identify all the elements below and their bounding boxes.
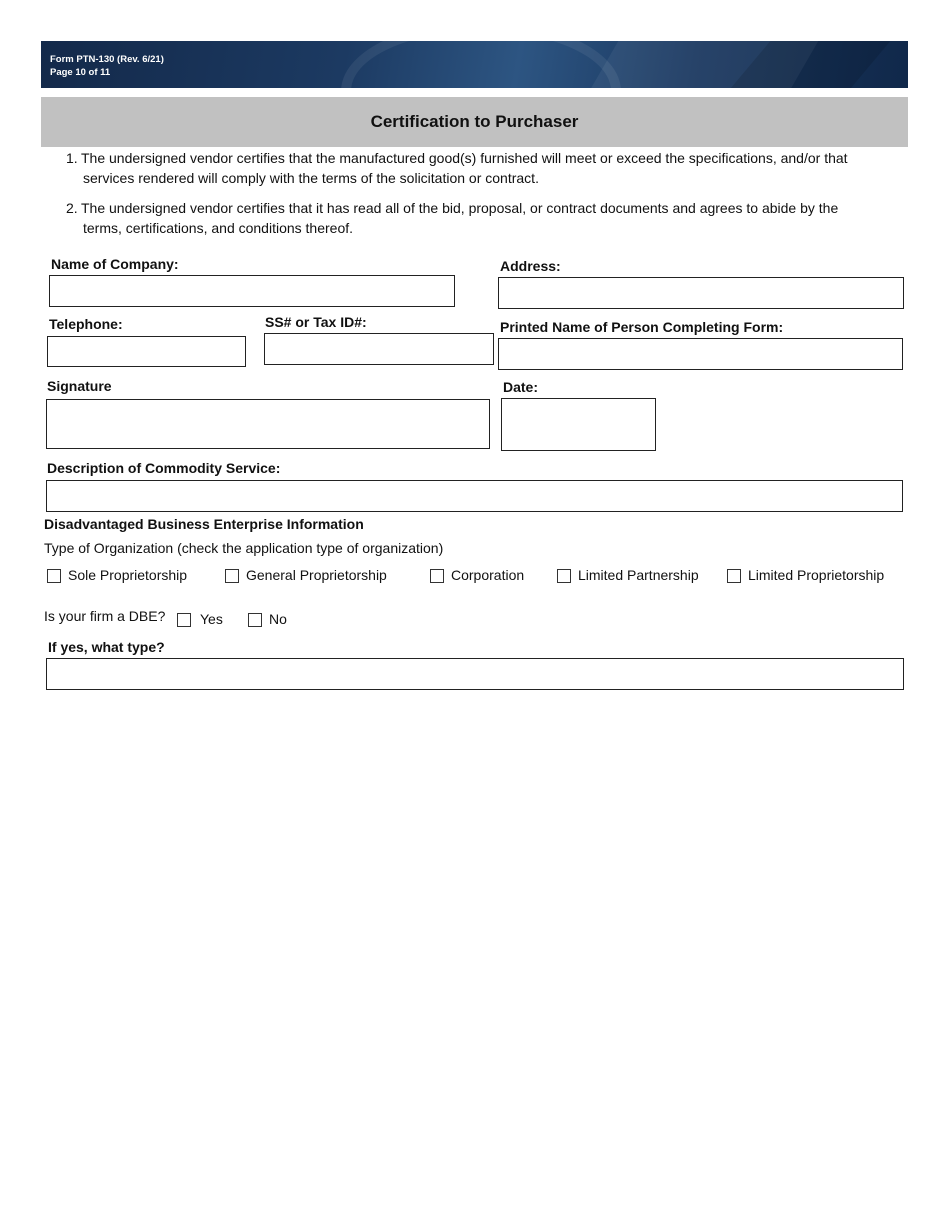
limited-proprietorship-checkbox[interactable] bbox=[727, 569, 741, 583]
telephone-label: Telephone: bbox=[49, 316, 123, 332]
company-name-field[interactable] bbox=[49, 275, 455, 307]
dbe-no-label: No bbox=[269, 611, 287, 627]
certification-2 bbox=[66, 198, 906, 238]
if-yes-label: If yes, what type? bbox=[48, 639, 165, 655]
corporation-label: Corporation bbox=[451, 567, 525, 583]
signature-label: Signature bbox=[47, 378, 112, 394]
sole-proprietorship-label: Sole Proprietorship bbox=[68, 567, 188, 583]
printed-name-label: Printed Name of Person Completing Form: bbox=[500, 319, 784, 335]
dbe-type-field[interactable] bbox=[46, 658, 904, 690]
certification-text-line2: terms, certifications, and conditions thereof. bbox=[83, 220, 354, 236]
org-type-prompt: Type of Organization (check the application type of organization) bbox=[44, 540, 444, 556]
tax-id-label: SS# or Tax ID#: bbox=[265, 314, 367, 330]
certification-text-line2: services rendered will comply with the terms of the solicitation or contract. bbox=[83, 170, 539, 186]
certification-text-line1: The undersigned vendor certifies that it has read all of the bid, proposal, or contract documents and agrees to abide by the bbox=[81, 200, 839, 216]
certification-text-line1: The undersigned vendor certifies that the manufactured good(s) furnished will meet or exceed the specifications, and/or that bbox=[81, 150, 848, 166]
certification-1 bbox=[66, 148, 906, 188]
address-field[interactable] bbox=[498, 277, 904, 309]
telephone-field[interactable] bbox=[47, 336, 246, 367]
dbe-heading: Disadvantaged Business Enterprise Information bbox=[44, 516, 364, 532]
description-label: Description of Commodity Service: bbox=[47, 460, 281, 476]
general-proprietorship-checkbox[interactable] bbox=[225, 569, 239, 583]
printed-name-field[interactable] bbox=[498, 338, 903, 370]
company-name-label: Name of Company: bbox=[51, 256, 179, 272]
page-number: Page 10 of 11 bbox=[50, 67, 111, 78]
limited-partnership-checkbox[interactable] bbox=[557, 569, 571, 583]
limited-partnership-label: Limited Partnership bbox=[578, 567, 699, 583]
header-band bbox=[41, 41, 908, 88]
dbe-yes-label: Yes bbox=[200, 611, 223, 627]
general-proprietorship-label: General Proprietorship bbox=[246, 567, 387, 583]
dbe-yes-checkbox[interactable] bbox=[177, 613, 191, 627]
date-field[interactable] bbox=[501, 398, 656, 451]
limited-proprietorship-label: Limited Proprietorship bbox=[748, 567, 885, 583]
address-label: Address: bbox=[500, 258, 561, 274]
certification-number: 1. bbox=[66, 150, 78, 166]
tax-id-field[interactable] bbox=[264, 333, 494, 365]
title-bar bbox=[41, 97, 908, 147]
signature-field[interactable] bbox=[46, 399, 490, 449]
description-field[interactable] bbox=[46, 480, 903, 512]
page-title: Certification to Purchaser bbox=[370, 112, 579, 131]
form-id: Form PTN-130 (Rev. 6/21) bbox=[50, 54, 164, 65]
corporation-checkbox[interactable] bbox=[430, 569, 444, 583]
sole-proprietorship-checkbox[interactable] bbox=[47, 569, 61, 583]
date-label: Date: bbox=[503, 379, 539, 395]
certification-number: 2. bbox=[66, 200, 78, 216]
dbe-question: Is your firm a DBE? bbox=[44, 608, 166, 624]
dbe-no-checkbox[interactable] bbox=[248, 613, 262, 627]
